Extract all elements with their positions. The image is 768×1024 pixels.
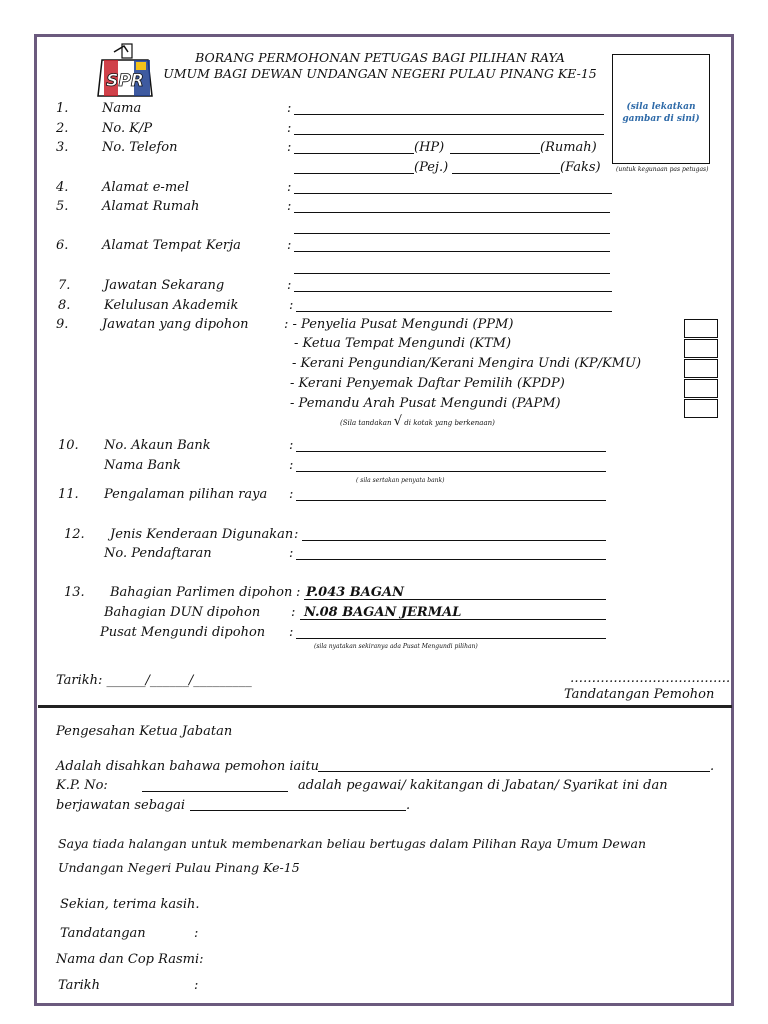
colon: : bbox=[289, 546, 294, 561]
colon: : bbox=[287, 140, 292, 155]
tick-instruction: (Sila tandakan √ di kotak yang berkenaan) bbox=[340, 414, 495, 429]
checkbox-kpdp[interactable] bbox=[684, 379, 718, 398]
position-option-kpdp: - Kerani Penyemak Daftar Pemilih (KPDP) bbox=[290, 376, 565, 391]
fax-line[interactable] bbox=[452, 173, 560, 174]
closing-text: Sekian, terima kasih. bbox=[60, 897, 200, 912]
field-6-number: 6. bbox=[56, 238, 69, 253]
svg-text:SPR: SPR bbox=[106, 71, 144, 91]
field-10-label: No. Akaun Bank bbox=[104, 438, 211, 453]
polling-centre-note: (sila nyatakan sekiranya ada Pusat Mengundi pilihan) bbox=[314, 643, 478, 650]
field-4-number: 4. bbox=[56, 180, 69, 195]
field-9-label: Jawatan yang dipohon bbox=[102, 317, 249, 332]
checkbox-ktm[interactable] bbox=[684, 339, 718, 358]
field-12-label: Jenis Kenderaan Digunakan bbox=[110, 527, 294, 542]
form-title-line1: BORANG PERMOHONAN PETUGAS BAGI PILIHAN RAYA bbox=[195, 50, 565, 65]
applicant-date[interactable]: Tarikh: ______/______/_________ bbox=[56, 673, 252, 688]
colon: : bbox=[287, 199, 292, 214]
field-6-label: Alamat Tempat Kerja bbox=[102, 238, 241, 253]
section-divider bbox=[38, 705, 732, 708]
polling-centre-line[interactable] bbox=[296, 638, 606, 639]
ic-input-line[interactable] bbox=[294, 134, 604, 135]
colon: : bbox=[289, 487, 294, 502]
vehicle-type-line[interactable] bbox=[302, 540, 606, 541]
dun-value: N.08 BAGAN JERMAL bbox=[304, 605, 462, 620]
spr-logo bbox=[94, 42, 156, 98]
colon: : bbox=[289, 438, 294, 453]
phone-office-line[interactable] bbox=[294, 173, 414, 174]
field-13-label: Bahagian Parlimen dipohon bbox=[110, 585, 293, 600]
hod-name-stamp-label: Nama dan Cop Rasmi: bbox=[56, 952, 204, 967]
period: . bbox=[710, 759, 715, 774]
hod-date-label: Tarikh bbox=[58, 978, 101, 993]
colon: : bbox=[289, 625, 294, 640]
qualification-line[interactable] bbox=[296, 311, 612, 312]
colon: : bbox=[289, 298, 294, 313]
parliament-value: P.043 BAGAN bbox=[306, 585, 404, 600]
colon: : bbox=[294, 527, 299, 542]
name-input-line[interactable] bbox=[294, 114, 604, 115]
statement-line-2: Undangan Negeri Pulau Pinang Ke-15 bbox=[58, 860, 300, 875]
home-address-line-1[interactable] bbox=[294, 212, 610, 213]
field-11-number: 11. bbox=[58, 487, 79, 502]
field-13-number: 13. bbox=[64, 585, 85, 600]
colon: : bbox=[291, 605, 296, 620]
colon: : bbox=[194, 926, 199, 941]
bank-account-line[interactable] bbox=[296, 451, 606, 452]
field-12-number: 12. bbox=[64, 527, 85, 542]
applicant-name-line[interactable] bbox=[318, 771, 710, 772]
colon: : bbox=[287, 238, 292, 253]
confirmation-line-3: berjawatan sebagai bbox=[56, 798, 186, 813]
colon: : bbox=[296, 585, 301, 600]
colon: : bbox=[289, 458, 294, 473]
checkbox-kp-kmu[interactable] bbox=[684, 359, 718, 378]
registration-label: No. Pendaftaran bbox=[104, 546, 212, 561]
field-5-label: Alamat Rumah bbox=[102, 199, 200, 214]
work-address-line-2[interactable] bbox=[294, 273, 610, 274]
statement-line-1: Saya tiada halangan untuk membenarkan beliau bertugas dalam Pilihan Raya Umum Dewan bbox=[58, 836, 646, 851]
confirmation-line-1: Adalah disahkan bahawa pemohon iaitu bbox=[56, 759, 320, 774]
photo-box-note: (untuk kegunaan pas petugas) bbox=[616, 166, 709, 173]
checkbox-papm[interactable] bbox=[684, 399, 718, 418]
position-option-ktm: - Ketua Tempat Mengundi (KTM) bbox=[294, 336, 512, 351]
phone-home-label: (Rumah) bbox=[540, 140, 597, 155]
field-3-number: 3. bbox=[56, 140, 69, 155]
dun-label: Bahagian DUN dipohon bbox=[104, 605, 261, 620]
phone-hp-label: (HP) bbox=[414, 140, 445, 155]
polling-centre-label: Pusat Mengundi dipohon bbox=[100, 625, 266, 640]
field-3-label: No. Telefon bbox=[102, 140, 178, 155]
confirmation-position-line[interactable] bbox=[190, 810, 406, 811]
phone-office-label: (Pej.) bbox=[414, 160, 449, 175]
confirmation-heading: Pengesahan Ketua Jabatan bbox=[56, 724, 233, 739]
field-7-number: 7. bbox=[58, 278, 71, 293]
field-8-number: 8. bbox=[58, 298, 71, 313]
work-address-line-1[interactable] bbox=[294, 251, 610, 252]
email-input-line[interactable] bbox=[294, 193, 612, 194]
hod-signature-label: Tandatangan bbox=[60, 926, 146, 941]
parliament-line[interactable] bbox=[304, 599, 606, 600]
tick-icon: √ bbox=[393, 414, 403, 429]
signature-dots[interactable]: ………………………………. bbox=[570, 671, 731, 686]
field-1-number: 1. bbox=[56, 101, 69, 116]
position-option-ppm: : - Penyelia Pusat Mengundi (PPM) bbox=[284, 317, 514, 332]
dun-line[interactable] bbox=[300, 619, 606, 620]
field-2-label: No. K/P bbox=[102, 121, 153, 136]
bank-note: ( sila sertakan penyata bank) bbox=[356, 477, 445, 484]
position-option-papm: - Pemandu Arah Pusat Mengundi (PAPM) bbox=[290, 396, 561, 411]
phone-home-line[interactable] bbox=[450, 153, 540, 154]
colon: : bbox=[194, 978, 199, 993]
field-2-number: 2. bbox=[56, 121, 69, 136]
field-10-number: 10. bbox=[58, 438, 79, 453]
phone-hp-line[interactable] bbox=[294, 153, 414, 154]
field-4-label: Alamat e-mel bbox=[102, 180, 189, 195]
photo-box[interactable] bbox=[612, 54, 710, 164]
field-7-label: Jawatan Sekarang bbox=[104, 278, 225, 293]
colon: : bbox=[287, 278, 292, 293]
field-8-label: Kelulusan Akademik bbox=[104, 298, 239, 313]
bank-name-line[interactable] bbox=[296, 471, 606, 472]
colon: : bbox=[287, 121, 292, 136]
period: . bbox=[406, 798, 411, 813]
photo-box-text: (sila lekatkan gambar di sini) bbox=[622, 102, 700, 124]
home-address-line-2[interactable] bbox=[294, 233, 610, 234]
fax-label: (Faks) bbox=[560, 160, 601, 175]
registration-line[interactable] bbox=[296, 559, 606, 560]
confirmation-line-2: adalah pegawai/ kakitangan di Jabatan/ Syarikat ini dan bbox=[298, 778, 668, 793]
experience-line[interactable] bbox=[296, 500, 606, 501]
applicant-signature-label: Tandatangan Pemohon bbox=[564, 687, 715, 702]
bank-name-label: Nama Bank bbox=[104, 458, 181, 473]
confirmation-ic-line[interactable] bbox=[142, 791, 288, 792]
field-11-label: Pengalaman pilihan raya bbox=[104, 487, 268, 502]
colon: : bbox=[287, 101, 292, 116]
current-position-line[interactable] bbox=[294, 291, 612, 292]
colon: : bbox=[287, 180, 292, 195]
confirmation-ic-label: K.P. No: bbox=[56, 778, 108, 793]
form-title-line2: UMUM BAGI DEWAN UNDANGAN NEGERI PULAU PINANG KE-15 bbox=[163, 66, 597, 81]
field-9-number: 9. bbox=[56, 317, 69, 332]
position-option-kp-kmu: - Kerani Pengundian/Kerani Mengira Undi (KP/KMU) bbox=[292, 356, 642, 371]
field-1-label: Nama bbox=[102, 101, 142, 116]
checkbox-ppm[interactable] bbox=[684, 319, 718, 338]
field-5-number: 5. bbox=[56, 199, 69, 214]
